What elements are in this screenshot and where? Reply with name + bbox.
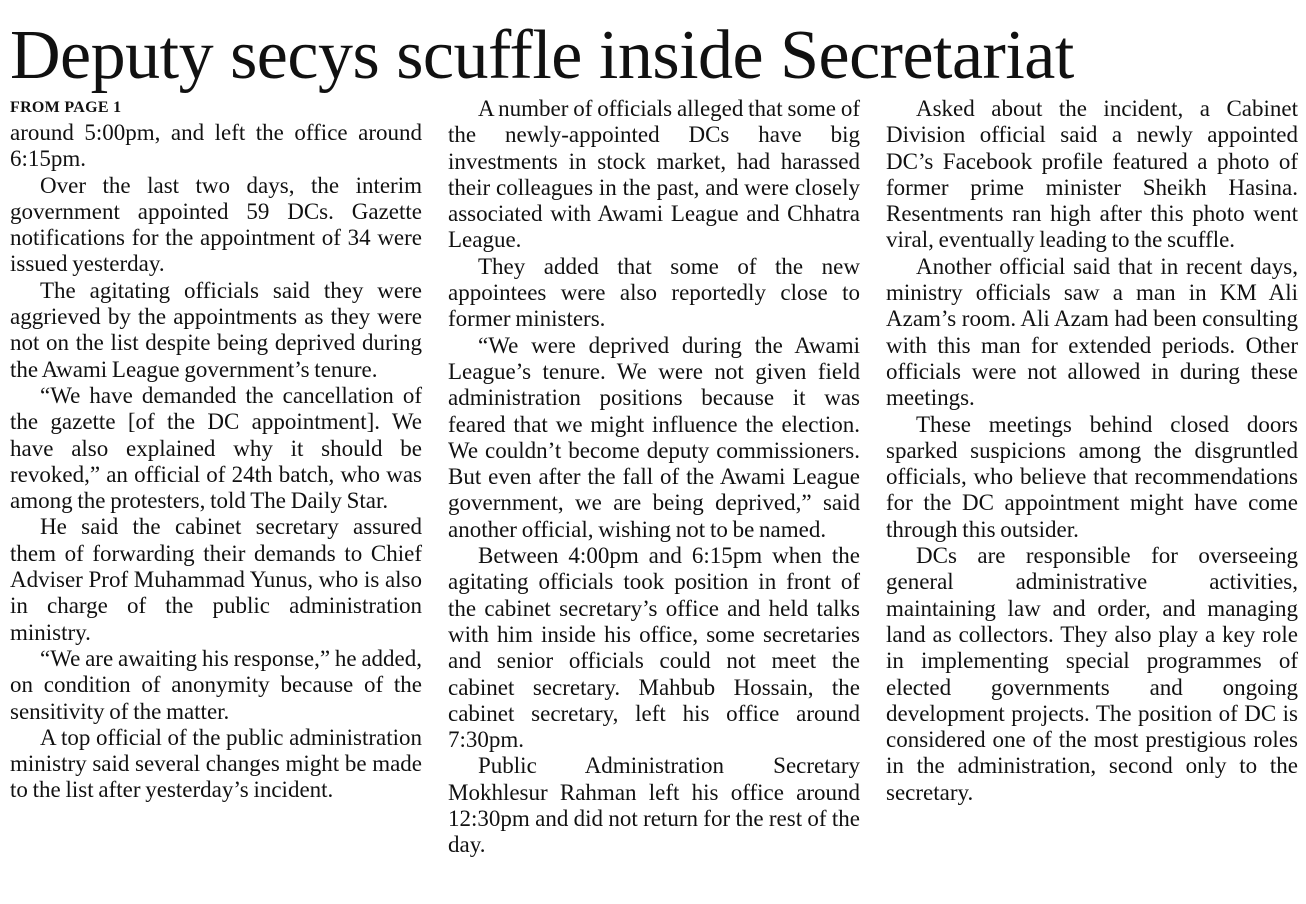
paragraph: DCs are responsible for overseeing general administrative activities, maintaining law and order, and managing land as collectors. They also play a key role in implementing special programmes of elected governments and ongoing development projects. The position of DC is considered one of the most prestigious roles in the administration, second only to the secretary. (886, 543, 1298, 805)
paragraph: “We have demanded the cancellation of the gazette [of the DC appointment]. We have also explained why it should be revoked,” an official of 24th batch, who was among the protesters, told The Daily Star. (10, 382, 422, 514)
paragraph: Over the last two days, the interim government appointed 59 DCs. Gazette notifications for the appointment of 34 were issued yesterday. (10, 172, 422, 277)
paragraph: These meetings behind closed doors sparked suspicions among the disgruntled officials, who believe that recommendations for the DC appointment might have come through this outsider. (886, 411, 1298, 542)
paragraph: A number of officials alleged that some of the newly-appointed DCs have big investments in stock market, had harassed their colleagues in the past, and were closely associated with Awami League and Chhatra League. (448, 96, 860, 253)
paragraph: around 5:00pm, and left the office around 6:15pm. (10, 120, 422, 172)
article-column-3 (886, 96, 1298, 806)
article-column-2 (448, 96, 860, 859)
paragraph: He said the cabinet secretary assured them of forwarding their demands to Chief Adviser Prof Muhammad Yunus, who is also in charge of the public administration ministry. (10, 514, 422, 645)
paragraph: They added that some of the new appointees were also reportedly close to former ministers. (448, 253, 860, 332)
paragraph: “We were deprived during the Awami League’s tenure. We were not given field administration positions because it was feared that we might influence the election. We couldn’t become deputy commissioners. But even after the fall of the Awami League government, we are being deprived,” said another official, wishing not to be named. (448, 332, 860, 542)
paragraph: Public Administration Secretary Mokhlesur Rahman left his office around 12:30pm and did not return for the rest of the day. (448, 753, 860, 858)
headline: Deputy secys scuffle inside Secretariat (10, 17, 1074, 94)
continuation-kicker: FROM PAGE 1 (10, 99, 122, 116)
article-column-1 (10, 96, 422, 804)
paragraph: Another official said that in recent days, ministry officials saw a man in KM Ali Azam’s room. Ali Azam had been consulting with this man for extended periods. Other officials were not allowed in during these meetings. (886, 253, 1298, 411)
paragraph: The agitating officials said they were aggrieved by the appointments as they were not on the list despite being deprived during the Awami League government’s tenure. (10, 277, 422, 382)
paragraph: A top official of the public administration ministry said several changes might be made to the list after yesterday’s incident. (10, 724, 422, 803)
paragraph: Between 4:00pm and 6:15pm when the agitating officials took position in front of the cabinet secretary’s office and held talks with him inside his office, some secretaries and senior officials could not meet the cabinet secretary. Mahbub Hossain, the cabinet secretary, left his office around 7:30pm. (448, 543, 860, 753)
paragraph: Asked about the incident, a Cabinet Division official said a newly appointed DC’s Facebook profile featured a photo of former prime minister Sheikh Hasina. Resentments ran high after this photo went viral, eventually leading to the scuffle. (886, 96, 1298, 253)
paragraph: “We are awaiting his response,” he added, on condition of anonymity because of the sensitivity of the matter. (10, 645, 422, 724)
